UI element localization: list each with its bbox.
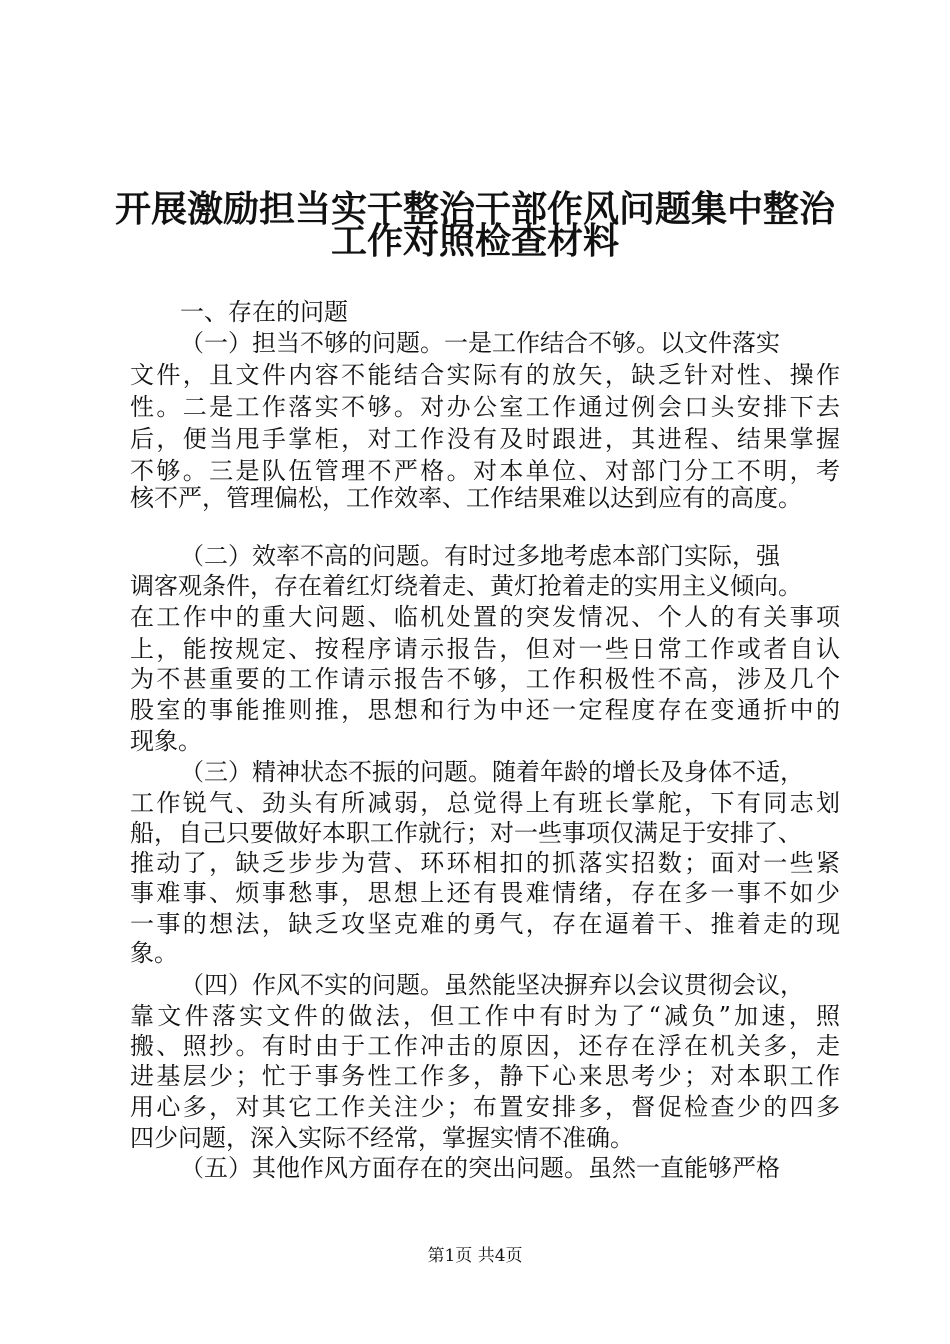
document-title-line-1: 开展激励担当实干整治干部作风问题集中整治	[114, 189, 835, 230]
paragraph-line: （二）效率不高的问题。有时过多地考虑本部门实际，强	[180, 542, 780, 570]
paragraph-line: 后，便当甩手掌柜，对工作没有及时跟进，其进程、结果掌握	[130, 425, 840, 453]
paragraph-line: （三）精神状态不振的问题。随着年龄的增长及身体不适，	[180, 758, 804, 786]
paragraph-line: 工作锐气、劲头有所减弱，总觉得上有班长掌舵，下有同志划	[130, 789, 840, 817]
paragraph-line: 船，自己只要做好本职工作就行；对一些事项仅满足于安排了、	[130, 819, 802, 847]
paragraph-line: 搬、照抄。有时由于工作冲击的原因，还存在浮在机关多，走	[130, 1032, 840, 1060]
paragraph-line: 一事的想法，缺乏攻坚克难的勇气，存在逼着干、推着走的现	[130, 910, 840, 938]
paragraph-line: 四少问题，深入实际不经常，掌握实情不准确。	[130, 1124, 634, 1152]
paragraph-line: 文件，且文件内容不能结合实际有的放矢，缺乏针对性、操作	[130, 361, 840, 389]
paragraph-line: 不够。三是队伍管理不严格。对本单位、对部门分工不明，考	[130, 457, 840, 485]
paragraph-line: 在工作中的重大问题、临机处置的突发情况、个人的有关事项	[130, 603, 840, 631]
paragraph-line: 核不严，管理偏松，工作效率、工作结果难以达到应有的高度。	[130, 484, 802, 512]
paragraph-line: 现象。	[130, 727, 202, 755]
paragraph-line: 进基层少；忙于事务性工作多，静下心来思考少；对本职工作	[130, 1062, 840, 1090]
paragraph-line: （五）其他作风方面存在的突出问题。虽然一直能够严格	[180, 1154, 780, 1182]
paragraph-line: 靠文件落实文件的做法，但工作中有时为了“减负”加速，照	[130, 1002, 840, 1030]
paragraph-line: 为不甚重要的工作请示报告不够，工作积极性不高，涉及几个	[130, 665, 840, 693]
paragraph-line: （一）担当不够的问题。一是工作结合不够。以文件落实	[180, 329, 780, 357]
page-footer: 第1页 共4页	[427, 1246, 523, 1266]
paragraph-line: 事难事、烦事愁事，思想上还有畏难情绪，存在多一事不如少	[130, 879, 840, 907]
paragraph-line: 调客观条件，存在着红灯绕着走、黄灯抢着走的实用主义倾向。	[130, 572, 802, 600]
paragraph-line: 推动了，缺乏步步为营、环环相扣的抓落实招数；面对一些紧	[130, 849, 840, 877]
paragraph-line: 股室的事能推则推，思想和行为中还一定程度存在变通折中的	[130, 696, 840, 724]
section-heading: 一、存在的问题	[180, 298, 348, 326]
paragraph-line: 性。二是工作落实不够。对办公室工作通过例会口头安排下去	[130, 393, 840, 421]
document-title-line-2: 工作对照检查材料	[330, 221, 619, 262]
paragraph-line: （四）作风不实的问题。虽然能坚决摒弃以会议贯彻会议，	[180, 971, 804, 999]
paragraph-line: 用心多，对其它工作关注少；布置安排多，督促检查少的四多	[130, 1093, 840, 1121]
paragraph-line: 象。	[130, 939, 178, 967]
paragraph-line: 上，能按规定、按程序请示报告，但对一些日常工作或者自认	[130, 635, 840, 663]
